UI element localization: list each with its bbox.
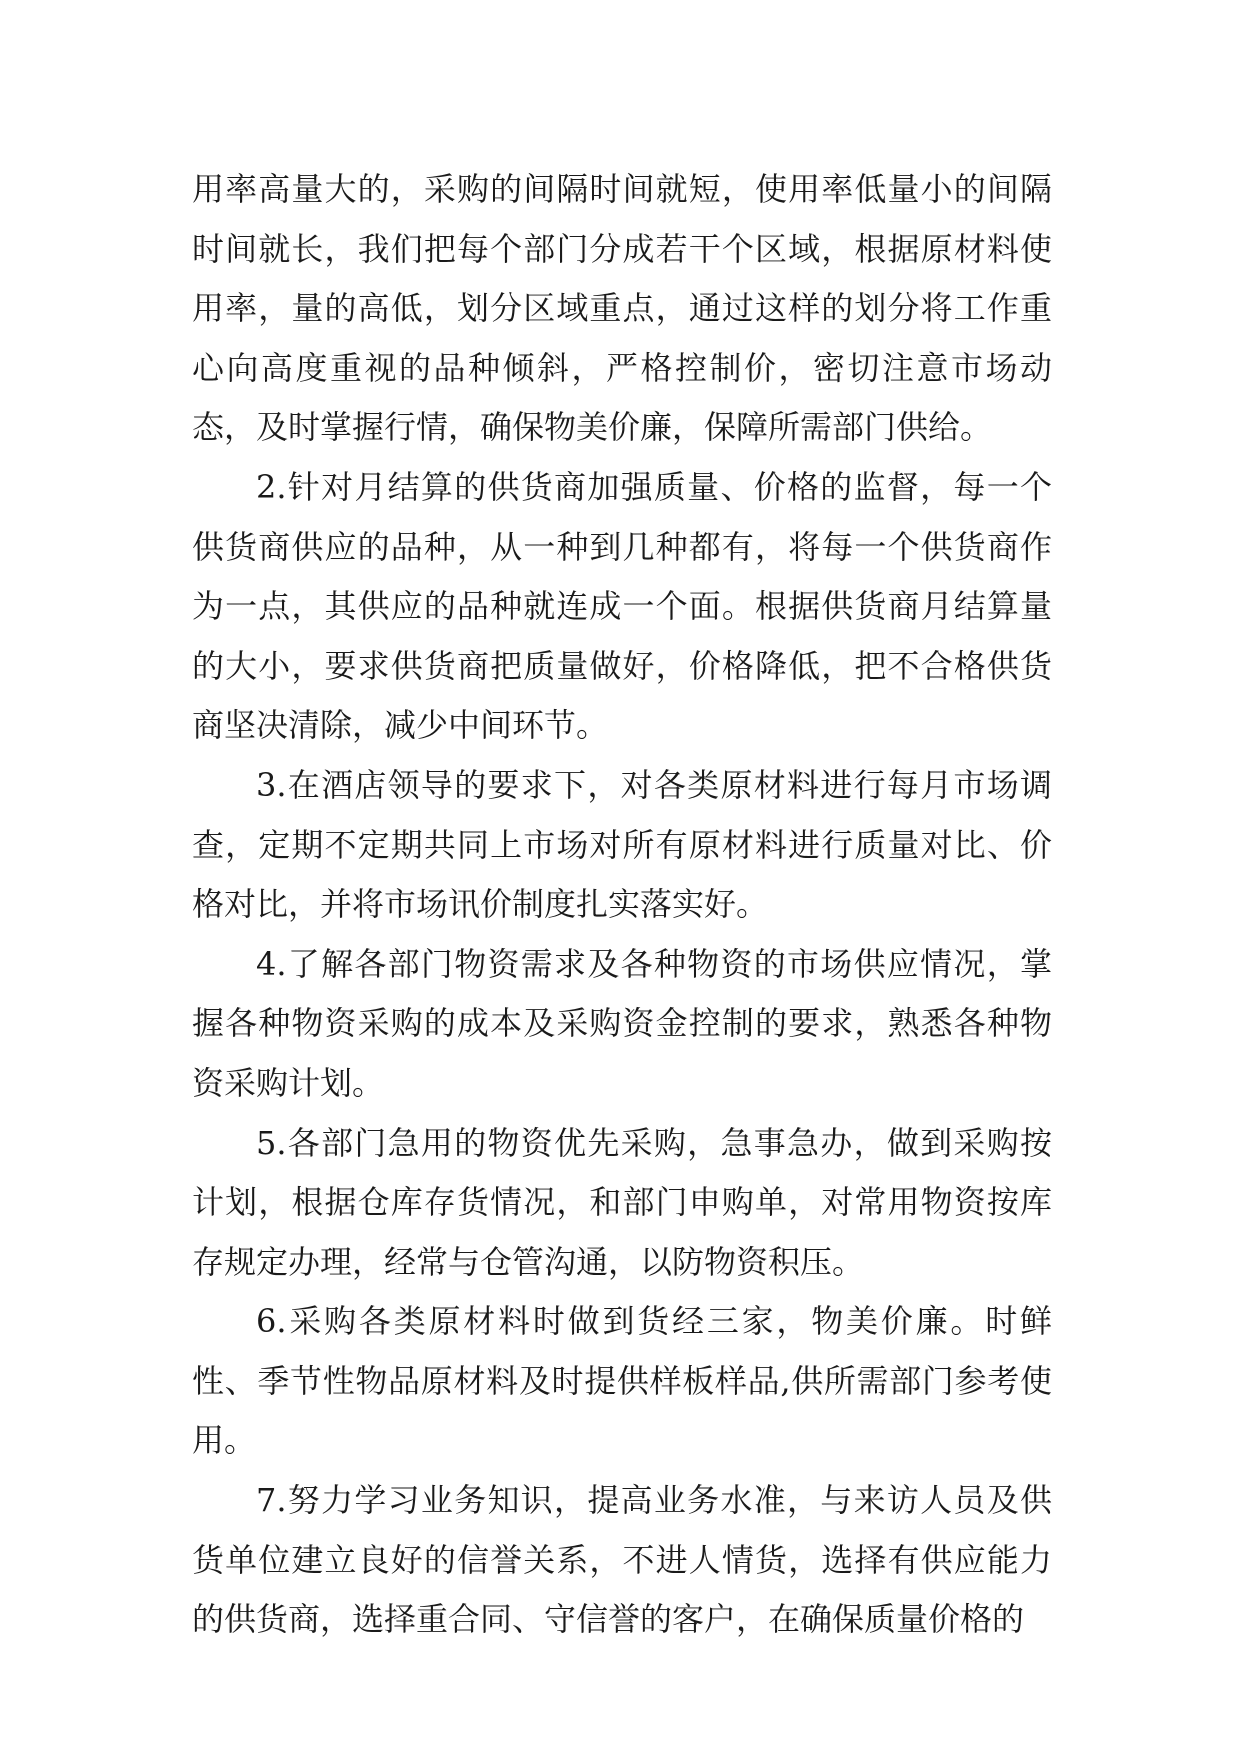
paragraph-item-5: 5.各部门急用的物资优先采购，急事急办，做到采购按计划，根据仓库存货情况，和部门申购单，对常用物资按库存规定办理，经常与仓管沟通，以防物资积压。 (192, 1123, 1052, 1281)
paragraph-item-2: 2.针对月结算的供货商加强质量、价格的监督，每一个供货商供应的品种，从一种到几种都有，将每一个供货商作为一点，其供应的品种就连成一个面。根据供货商月结算量的大小，要求供货商把质量做好，价格降低，把不合格供货商坚决清除，减少中间环节。 (192, 467, 1052, 745)
document-body (192, 160, 1052, 1650)
paragraph-item-7: 7.努力学习业务知识，提高业务水准，与来访人员及供货单位建立良好的信誉关系，不进人情货，选择有供应能力的供货商，选择重合同、守信誉的客户，在确保质量价格的 (192, 1481, 1052, 1639)
paragraph-item-6: 6.采购各类原材料时做到货经三家，物美价廉。时鲜性、季节性物品原材料及时提供样板样品,供所需部门参考使用。 (192, 1302, 1052, 1460)
paragraph-item-3: 3.在酒店领导的要求下，对各类原材料进行每月市场调查，定期不定期共同上市场对所有原材料进行质量对比、价格对比，并将市场讯价制度扎实落实好。 (192, 765, 1052, 924)
paragraph-item-4: 4.了解各部门物资需求及各种物资的市场供应情况，掌握各种物资采购的成本及采购资金控制的要求，熟悉各种物资采购计划。 (192, 944, 1052, 1102)
paragraph-continuation: 用率高量大的，采购的间隔时间就短，使用率低量小的间隔时间就长，我们把每个部门分成若干个区域，根据原材料使用率，量的高低，划分区域重点，通过这样的划分将工作重心向高度重视的品种倾斜，严格控制价，密切注意市场动态，及时掌握行情，确保物美价廉，保障所需部门供给。 (192, 170, 1052, 447)
